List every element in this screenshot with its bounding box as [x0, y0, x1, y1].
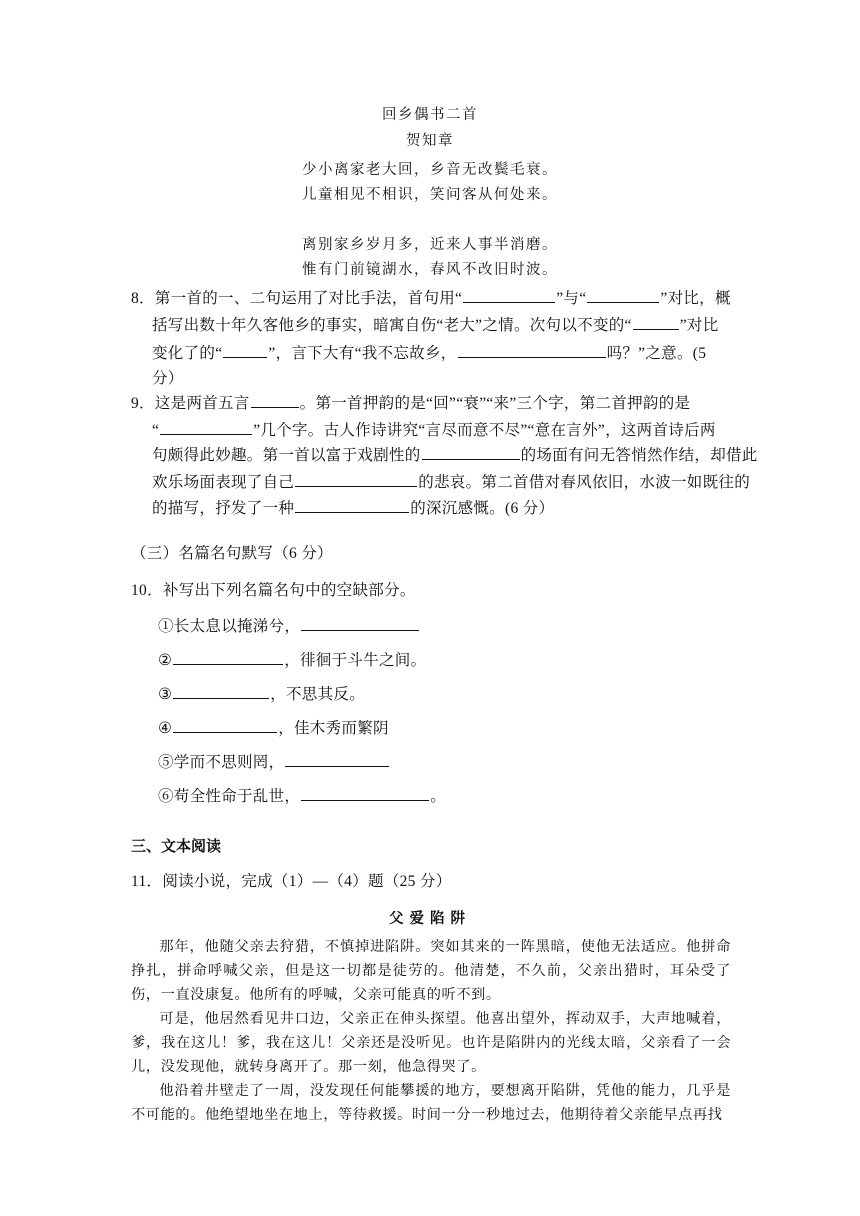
q10-item-text: ，不思其反。: [270, 686, 366, 703]
q9-line-4: [152, 470, 750, 492]
q8-line-1: [131, 286, 731, 308]
answer-blank[interactable]: [173, 650, 283, 665]
answer-blank[interactable]: [458, 343, 606, 358]
q9-text: 9．这是两首五言: [131, 395, 250, 412]
q9-text: 的描写，抒发了一种: [152, 500, 295, 517]
story-title: 父爱陷阱: [389, 911, 471, 927]
poem-line: 儿童相见不相识，笑问客从何处来。: [302, 187, 558, 203]
answer-blank[interactable]: [173, 718, 277, 733]
answer-blank[interactable]: [633, 315, 679, 330]
q8-text: ”对比: [679, 317, 719, 334]
q10-item-text: ⑥苟全性命于乱世，: [158, 788, 301, 805]
story-paragraph: 那年，他随父亲去狩猎，不慎掉进陷阱。突如其来的一阵黑暗，使他无法适应。他拼命挣扎，拼命呼喊父亲，但是这一切都是徒劳的。他清楚，不久前，父亲出猎时，耳朵受了伤，一直没康复。他所有的呼喊，父亲可能真的听不到。: [131, 939, 731, 1003]
answer-blank[interactable]: [587, 288, 659, 303]
part-heading: 三、文本阅读: [131, 837, 222, 855]
q9-text: 的场面有问无答悄然作结，却借此: [520, 447, 758, 464]
q9-line-3: [152, 443, 758, 465]
q9-line-5: [152, 496, 554, 518]
section-heading: （三）名篇名句默写（6 分）: [131, 545, 333, 562]
q10-item: [158, 784, 446, 806]
q10-item: [158, 716, 389, 738]
answer-blank[interactable]: [295, 498, 409, 513]
q10-item-text: ③: [158, 686, 173, 703]
poem-line: 惟有门前镜湖水，春风不改旧时波。: [302, 262, 558, 278]
q8-line-3: [152, 341, 706, 363]
q9-text: 的深沉感慨。(6 分）: [410, 500, 555, 517]
answer-blank[interactable]: [160, 420, 252, 435]
q9-text: 。第一首押韵的是“回”“衰”“来”三个字，第二首押韵的是: [299, 395, 691, 412]
q10-item-text: 。: [430, 788, 447, 805]
poem-line: 离别家乡岁月多，近来人事半消磨。: [302, 237, 558, 253]
poem-line: 少小离家老大回，乡音无改鬓毛衰。: [302, 162, 558, 178]
q10-item-text: ②: [158, 652, 173, 669]
q8-text: 括写出数十年久客他乡的事实，暗寓自伤“老大”之情。次句以不变的“: [152, 317, 632, 334]
q8-text: ”对比，概: [660, 290, 731, 307]
q8-text: ”与“: [556, 290, 587, 307]
q8-text: 8．第一首的一、二句运用了对比手法，首句用“: [131, 290, 463, 307]
poem-title: 回乡偶书二首: [382, 107, 478, 123]
q9-text: 的悲哀。第二首借对春风依旧，水波一如既往的: [418, 474, 751, 491]
answer-blank[interactable]: [295, 472, 417, 487]
q10-item-text: ，佳木秀而繁阴: [278, 720, 389, 737]
answer-blank[interactable]: [173, 684, 269, 699]
q10-item-text: ①长太息以掩涕兮，: [158, 618, 301, 635]
answer-blank[interactable]: [251, 393, 299, 408]
q8-text: 吗？”之意。(5: [606, 345, 707, 362]
answer-blank[interactable]: [285, 752, 389, 767]
q10-title: 10．补写出下列名篇名句中的空缺部分。: [131, 582, 416, 599]
story-paragraph: 可是，他居然看见井口边，父亲正在伸头探望。他喜出望外，挥动双手，大声地喊着，爹，我在这儿！爹，我在这儿！父亲还是没听见。也许是陷阱内的光线太暗，父亲看了一会儿，没发现他，就转身离开了。那一刻，他急得哭了。: [131, 1011, 731, 1075]
answer-blank[interactable]: [301, 786, 429, 801]
q10-item-text: ⑤学而不思则罔，: [158, 754, 285, 771]
q10-item: [158, 750, 390, 772]
q8-text: ”，言下大有“我不忘故乡，: [268, 345, 457, 362]
answer-blank[interactable]: [463, 288, 555, 303]
q11-title: 11．阅读小说，完成（1）—（4）题（25 分）: [131, 873, 452, 890]
answer-blank[interactable]: [422, 445, 520, 460]
story-paragraph: 他沿着井壁走了一周，没发现任何能攀援的地方，要想离开陷阱，凭他的能力，几乎是不可能的。他绝望地坐在地上，等待救援。时间一分一秒地过去，他期待着父亲能早点再找: [131, 1083, 731, 1123]
story-body: [131, 935, 731, 1127]
q9-text: 句颇得此妙趣。第一首以富于戏剧性的: [152, 447, 421, 464]
answer-blank[interactable]: [223, 343, 267, 358]
q8-line-4: 分）: [152, 370, 184, 387]
q10-item-text: ④: [158, 720, 173, 737]
answer-blank[interactable]: [301, 616, 419, 631]
q9-line-1: [131, 391, 690, 413]
poem-author: 贺知章: [406, 133, 454, 149]
q9-text: “: [152, 422, 160, 439]
q9-text: 欢乐场面表现了自己: [152, 474, 295, 491]
q9-line-2: [152, 418, 716, 440]
q8-text: 变化了的“: [152, 345, 223, 362]
q10-item: [158, 682, 365, 704]
q9-text: ”几个字。古人作诗讲究“言尽而意不尽”“意在言外”，这两首诗后两: [253, 422, 716, 439]
q10-item-text: ，徘徊于斗牛之间。: [284, 652, 427, 669]
q10-item: [158, 648, 426, 670]
q8-line-2: [152, 313, 719, 335]
q10-item: [158, 614, 420, 636]
